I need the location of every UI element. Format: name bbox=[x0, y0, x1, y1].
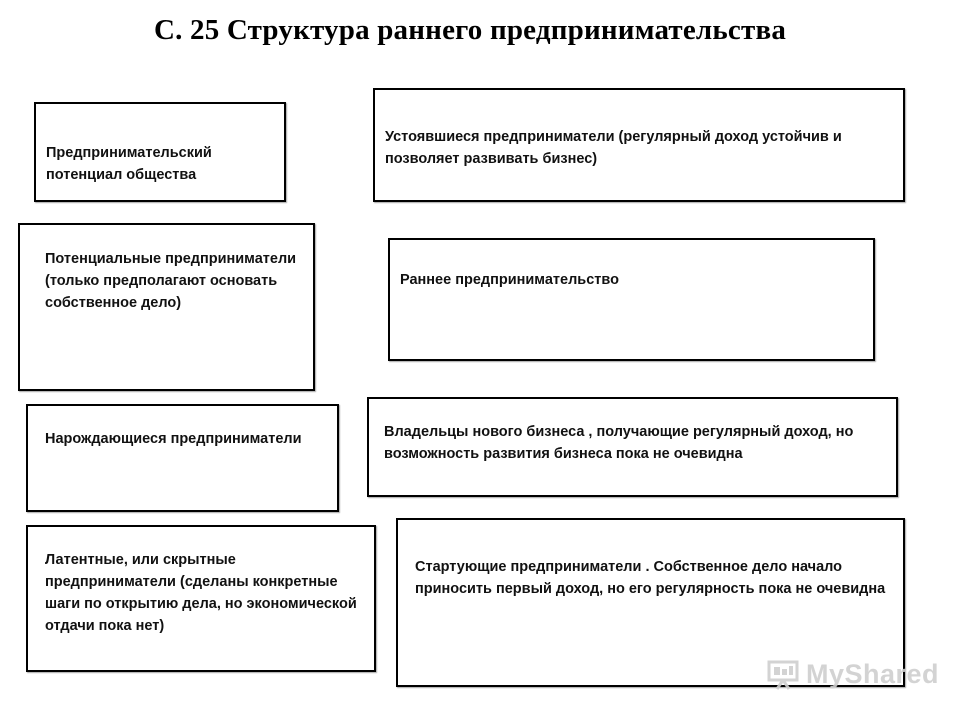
box-label: Латентные, или скрытные предприниматели (сделаны конкретные шаги по открытию дела, но экономической отдачи пока нет) bbox=[45, 552, 357, 634]
watermark bbox=[766, 654, 939, 694]
box-label: Устоявшиеся предприниматели (регулярный доход устойчив и позволяет развивать бизнес) bbox=[385, 129, 842, 167]
box-label: Владельцы нового бизнеса , получающие регулярный доход, но возможность развития бизнеса пока не очевидна bbox=[384, 424, 854, 462]
box-established-entrepreneurs bbox=[373, 88, 905, 202]
box-label: Нарождающиеся предприниматели bbox=[45, 431, 302, 447]
watermark-text: MyShared bbox=[806, 658, 940, 689]
box-label: Потенциальные предприниматели (только предполагают основать собственное дело) bbox=[45, 251, 297, 311]
box-potential-entrepreneurs bbox=[18, 223, 315, 391]
box-entrepreneurial-potential bbox=[34, 102, 286, 202]
box-new-business-owners bbox=[367, 397, 898, 497]
box-early-entrepreneurship bbox=[388, 238, 875, 361]
page-title: С. 25 Структура раннего предпринимательства bbox=[153, 14, 787, 46]
box-label: Стартующие предприниматели . Собственное дело начало приносить первый доход, но его регулярность пока не очевидна bbox=[415, 559, 886, 597]
box-latent-entrepreneurs bbox=[26, 525, 376, 672]
box-label: Предпринимательский потенциал общества bbox=[46, 145, 212, 183]
box-label: Раннее предпринимательство bbox=[400, 272, 619, 288]
box-nascent-entrepreneurs bbox=[26, 404, 339, 512]
presentation-board-icon bbox=[766, 657, 800, 691]
